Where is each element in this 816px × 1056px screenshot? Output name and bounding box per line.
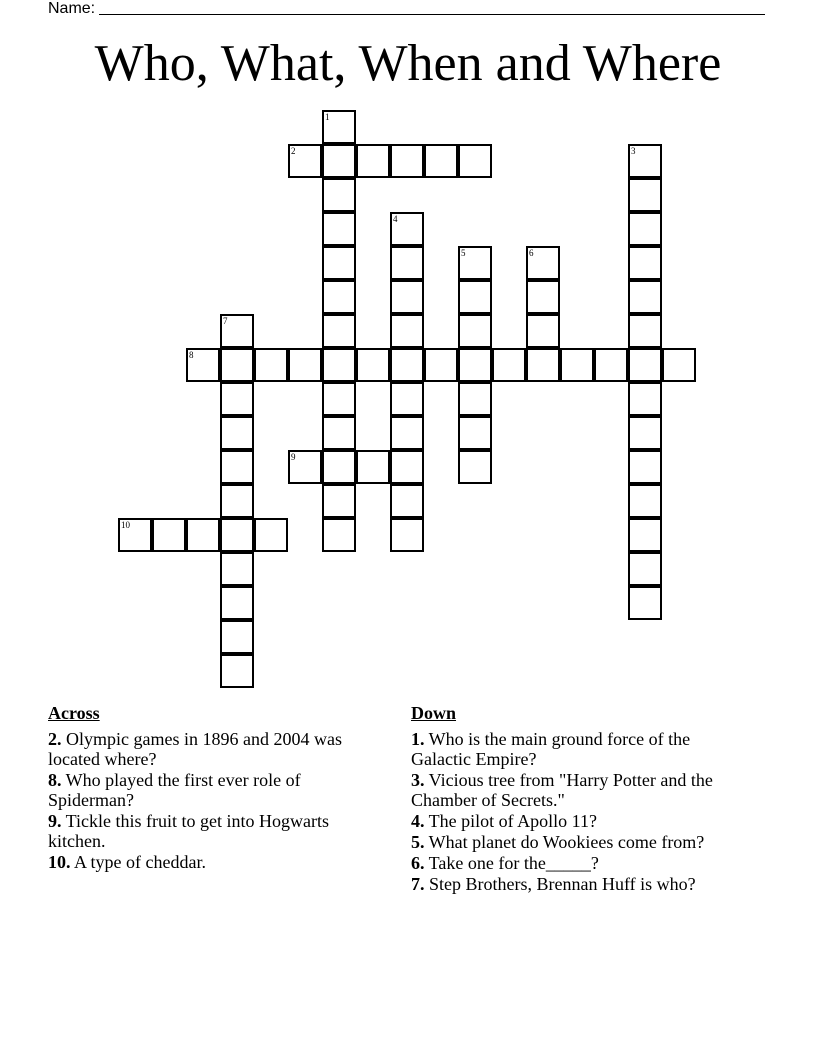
grid-cell[interactable] xyxy=(322,110,356,144)
grid-cell[interactable] xyxy=(322,144,356,178)
grid-cell[interactable] xyxy=(390,450,424,484)
grid-cell[interactable] xyxy=(220,518,254,552)
grid-cell[interactable] xyxy=(628,246,662,280)
grid-cell[interactable] xyxy=(186,518,220,552)
across-clues xyxy=(48,703,388,873)
grid-cell[interactable] xyxy=(322,416,356,450)
grid-cell[interactable] xyxy=(628,314,662,348)
clue-number: 8 xyxy=(189,350,194,360)
grid-cell[interactable] xyxy=(390,484,424,518)
grid-cell[interactable] xyxy=(526,314,560,348)
grid-cell[interactable] xyxy=(220,416,254,450)
grid-cell[interactable] xyxy=(458,450,492,484)
grid-cell[interactable] xyxy=(220,450,254,484)
down-clue: 6. Take one for the_____? xyxy=(411,853,599,873)
grid-cell[interactable] xyxy=(322,450,356,484)
grid-cell[interactable] xyxy=(322,484,356,518)
grid-cell[interactable] xyxy=(390,416,424,450)
grid-cell[interactable] xyxy=(526,348,560,382)
grid-cell[interactable] xyxy=(458,314,492,348)
grid-cell[interactable] xyxy=(220,620,254,654)
grid-cell[interactable] xyxy=(492,348,526,382)
grid-cell[interactable] xyxy=(628,178,662,212)
grid-cell[interactable] xyxy=(628,586,662,620)
grid-cell[interactable] xyxy=(220,484,254,518)
grid-cell[interactable] xyxy=(288,348,322,382)
grid-cell[interactable] xyxy=(390,518,424,552)
grid-cell[interactable] xyxy=(254,518,288,552)
across-clue: 9. Tickle this fruit to get into Hogwarts kitchen. xyxy=(48,811,329,851)
down-clue: 4. The pilot of Apollo 11? xyxy=(411,811,597,831)
grid-cell[interactable] xyxy=(322,518,356,552)
grid-cell[interactable] xyxy=(458,246,492,280)
grid-cell[interactable] xyxy=(628,552,662,586)
grid-cell[interactable] xyxy=(390,348,424,382)
grid-cell[interactable] xyxy=(322,212,356,246)
grid-cell[interactable] xyxy=(186,348,220,382)
grid-cell[interactable] xyxy=(628,212,662,246)
grid-cell[interactable] xyxy=(322,280,356,314)
across-heading: Across xyxy=(48,703,100,723)
grid-cell[interactable] xyxy=(628,382,662,416)
down-clue: 3. Vicious tree from "Harry Potter and the Chamber of Secrets." xyxy=(411,770,713,810)
grid-cell[interactable] xyxy=(356,144,390,178)
grid-cell[interactable] xyxy=(628,484,662,518)
grid-cell[interactable] xyxy=(390,280,424,314)
grid-cell[interactable] xyxy=(458,382,492,416)
grid-cell[interactable] xyxy=(628,280,662,314)
clue-number: 9 xyxy=(291,452,296,462)
grid-cell[interactable] xyxy=(424,348,458,382)
grid-cell[interactable] xyxy=(390,144,424,178)
down-heading: Down xyxy=(411,703,457,723)
grid-cell[interactable] xyxy=(390,246,424,280)
down-clue: 7. Step Brothers, Brennan Huff is who? xyxy=(411,874,696,894)
grid-cell[interactable] xyxy=(322,178,356,212)
grid-cell[interactable] xyxy=(628,144,662,178)
grid-cell[interactable] xyxy=(390,382,424,416)
grid-cell[interactable] xyxy=(628,348,662,382)
grid-cell[interactable] xyxy=(424,144,458,178)
down-clue: 5. What planet do Wookiees come from? xyxy=(411,832,705,852)
grid-cell[interactable] xyxy=(322,382,356,416)
grid-cell[interactable] xyxy=(458,416,492,450)
grid-cell[interactable] xyxy=(356,348,390,382)
grid-cell[interactable] xyxy=(152,518,186,552)
grid-cell[interactable] xyxy=(560,348,594,382)
clue-number: 3 xyxy=(631,146,636,156)
grid-cell[interactable] xyxy=(322,348,356,382)
grid-cell[interactable] xyxy=(288,144,322,178)
grid-cell[interactable] xyxy=(254,348,288,382)
clue-number: 7 xyxy=(223,316,228,326)
grid-cell[interactable] xyxy=(220,654,254,688)
grid-cell[interactable] xyxy=(458,144,492,178)
grid-cell[interactable] xyxy=(220,348,254,382)
grid-cell[interactable] xyxy=(322,246,356,280)
grid-cell[interactable] xyxy=(628,450,662,484)
clue-number: 2 xyxy=(291,146,296,156)
grid-cell[interactable] xyxy=(118,518,152,552)
page-title: Who, What, When and Where xyxy=(94,35,722,92)
grid-cell[interactable] xyxy=(458,280,492,314)
clue-number: 5 xyxy=(461,248,466,258)
clue-number: 6 xyxy=(529,248,534,258)
name-label: Name: xyxy=(48,0,96,17)
grid-cell[interactable] xyxy=(220,314,254,348)
grid-cell[interactable] xyxy=(628,518,662,552)
grid-cell[interactable] xyxy=(662,348,696,382)
grid-cell[interactable] xyxy=(322,314,356,348)
grid-cell[interactable] xyxy=(220,586,254,620)
grid-cell[interactable] xyxy=(628,416,662,450)
grid-cell[interactable] xyxy=(526,246,560,280)
grid-cell[interactable] xyxy=(356,450,390,484)
clue-number: 10 xyxy=(121,520,130,530)
across-clue: 10. A type of cheddar. xyxy=(48,852,206,872)
grid-cell[interactable] xyxy=(594,348,628,382)
clue-number: 4 xyxy=(393,214,398,224)
grid-cell[interactable] xyxy=(390,212,424,246)
down-clues xyxy=(411,703,751,895)
grid-cell[interactable] xyxy=(288,450,322,484)
across-clue: 2. Olympic games in 1896 and 2004 was located where? xyxy=(48,729,342,769)
down-clue: 1. Who is the main ground force of the Galactic Empire? xyxy=(411,729,691,769)
grid-cell[interactable] xyxy=(220,552,254,586)
across-clue: 8. Who played the first ever role of Spiderman? xyxy=(48,770,301,810)
grid-cell[interactable] xyxy=(390,314,424,348)
grid-cell[interactable] xyxy=(458,348,492,382)
clue-number: 1 xyxy=(325,112,330,122)
grid-cell[interactable] xyxy=(526,280,560,314)
grid-cell[interactable] xyxy=(220,382,254,416)
